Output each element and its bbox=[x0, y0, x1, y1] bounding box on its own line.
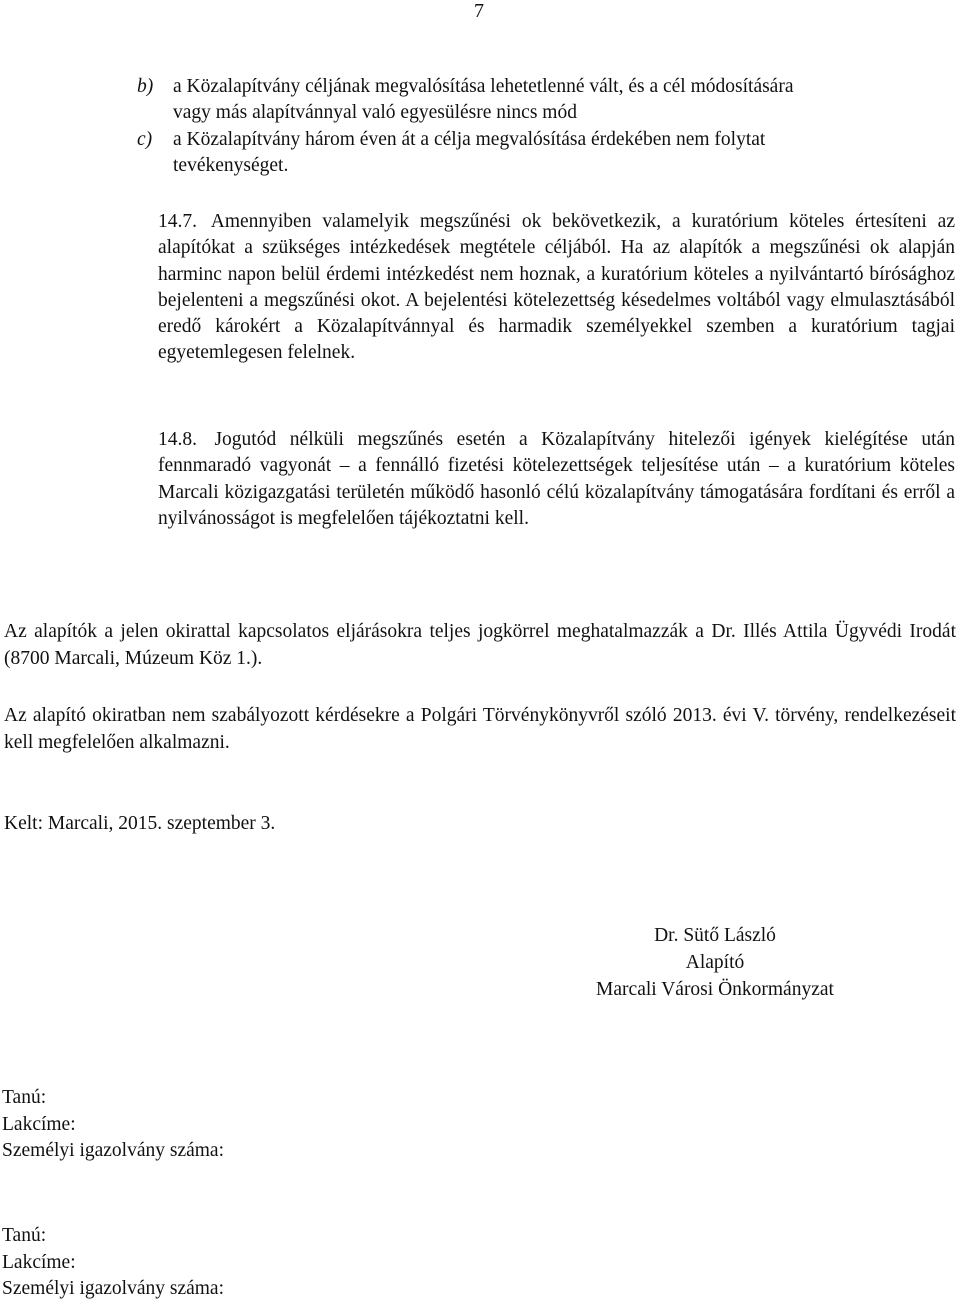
signature-block bbox=[540, 922, 890, 1003]
authorization-paragraph: Az alapítók a jelen okirattal kapcsolatos eljárásokra teljes jogkörrel meghatalmazzák a Dr. Illés Attila Ügyvédi Irodát (8700 Marcali, Múzeum Köz 1.). bbox=[4, 621, 956, 669]
list-item-c bbox=[137, 127, 957, 153]
list-item-b bbox=[137, 74, 957, 100]
address-label: Lakcíme: bbox=[2, 1113, 76, 1135]
list-marker: b) bbox=[137, 76, 154, 97]
list-item-text: a Közalapítvány három éven át a célja megvalósítása érdekében nem folytat bbox=[173, 129, 766, 150]
section-14-8 bbox=[158, 427, 955, 532]
signatory-name: Dr. Sütő László bbox=[654, 925, 776, 946]
id-number-label: Személyi igazolvány száma: bbox=[2, 1278, 225, 1299]
section-number: 14.7. bbox=[158, 211, 197, 232]
witness-block-2 bbox=[2, 1223, 224, 1303]
list-item-b-continuation: vagy más alapítvánnyal való egyesülésre nincs mód bbox=[173, 102, 577, 123]
id-number-label: Személyi igazolvány száma: bbox=[2, 1140, 225, 1161]
signatory-organization: Marcali Városi Önkormányzat bbox=[596, 979, 834, 1000]
list-item-text: a Közalapítvány céljának megvalósítása lehetetlenné vált, és a cél módosítására bbox=[173, 76, 794, 97]
section-text: Jogutód nélküli megszűnés esetén a Közalapítvány hitelezői igények kielégítése után fennmaradó vagyonát – a fennálló fizetési kötelezettségek teljesítése után – a kuratórium köteles Marcali közigazgatási területén működő hasonló célú közalapítvány támogatására fordítani és erről a nyilvánosságot is megfelelően tájékoztatni kell. bbox=[158, 429, 956, 529]
address-label: Lakcíme: bbox=[2, 1251, 76, 1273]
list-item-c-continuation: tevékenységet. bbox=[173, 155, 289, 176]
list-marker: c) bbox=[137, 129, 153, 150]
date-line: Kelt: Marcali, 2015. szeptember 3. bbox=[4, 813, 276, 834]
witness-block-1 bbox=[2, 1085, 224, 1165]
witness-label: Tanú: bbox=[2, 1087, 47, 1108]
section-text: Amennyiben valamelyik megszűnési ok bekövetkezik, a kuratórium köteles értesíteni az alapítókat a szükséges intézkedések megtétele céljából. Ha az alapítók a megszűnési ok alapján harminc napon belül érdemi intézkedést nem hoznak, a kuratórium köteles a nyilvántartó bírósághoz bejelenteni a megszűnési okot. A bejelentési kötelezettség késedelmes voltából vagy elmulasztásából eredő károkért a Közalapítvánnyal és harmadik személyekkel szemben a kuratórium tagjai egyetemlegesen felelnek. bbox=[158, 211, 955, 364]
section-number: 14.8. bbox=[158, 429, 197, 450]
law-paragraph: Az alapító okiratban nem szabályozott kérdésekre a Polgári Törvénykönyvről szóló 2013. évi V. törvény, rendelkezéseit kell megfelelően alkalmazni. bbox=[4, 705, 956, 753]
witness-label: Tanú: bbox=[2, 1225, 47, 1246]
section-14-7 bbox=[158, 209, 955, 367]
signatory-role: Alapító bbox=[685, 952, 745, 973]
page-number: 7 bbox=[474, 0, 484, 22]
